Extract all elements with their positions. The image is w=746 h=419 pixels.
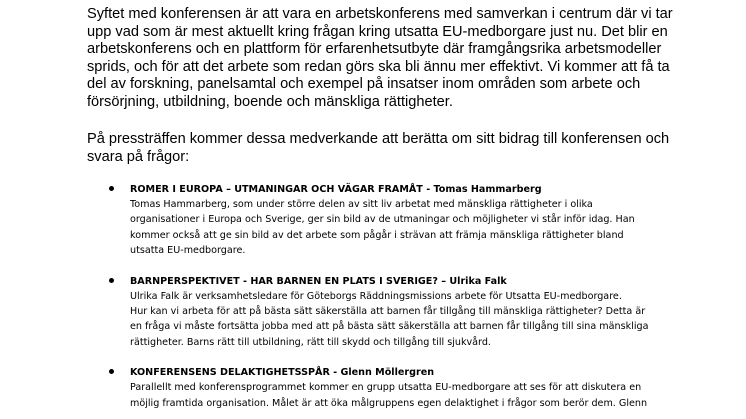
speaker-body bbox=[130, 197, 650, 259]
press-paragraph: På pressträffen kommer dessa medverkande att berätta om sitt bidrag till konferensen och svara på frågor: bbox=[87, 131, 670, 165]
speaker-title: ROMER I EUROPA – UTMANINGAR OCH VÄGAR FRAMÅT - Tomas Hammarberg bbox=[130, 184, 542, 195]
speaker-title: KONFERENSENS DELAKTIGHETSSPÅR - Glenn Möllergren bbox=[130, 367, 435, 379]
bullet-icon bbox=[109, 278, 114, 283]
speaker-body bbox=[130, 289, 650, 351]
speaker-body-text: Ulrika Falk är verksamhetsledare för Göteborgs Räddningsmissions arbete för Utsatta EU-medborgare. bbox=[130, 290, 622, 302]
bullet-icon bbox=[109, 369, 114, 374]
bullet-icon bbox=[109, 186, 114, 191]
speaker-list bbox=[0, 182, 746, 419]
speaker-title: BARNPERSPEKTIVET - HAR BARNEN EN PLATS I SVERIGE? – Ulrika Falk bbox=[130, 275, 507, 287]
speaker-body-text: Parallellt med konferensprogrammet kommer en grupp utsatta EU-medborgare att ses för att diskutera en möjlig framtida organisation. Målet är att öka målgruppens egen delaktighet i frågor som berör dem. Glenn bbox=[130, 382, 648, 409]
speaker-item-falk bbox=[0, 274, 650, 351]
speaker-item-hammarberg bbox=[0, 182, 650, 259]
speaker-body-text: Tomas Hammarberg, som under större delen av sitt liv arbetat med mänskliga rättigheter i olika organisationer i Europa och Sverige, ger sin bild av de utmaningar och möjligheter vi står inför idag. Han kommer också att ge sin bild av det arbete som pågår i strävan att främja mänskliga rättigheter bland utsatta EU-medborgare. bbox=[130, 199, 635, 257]
speaker-body bbox=[130, 380, 650, 411]
speaker-body-text: Hur kan vi arbeta för att på bästa sätt säkerställa att barnen får tillgång till mänskliga rättigheter? Detta är en fråga vi måste fortsätta jobba med att på bästa sätt säkerställa att barnen får tillgång till sina mänskliga rättigheter. Barns rätt till utbildning, rätt till skydd och tillgång till sjukvård. bbox=[130, 306, 649, 348]
intro-paragraph: Syftet med konferensen är att vara en arbetskonferens med samverkan i centrum där vi tar upp vad som är mest aktuellt kring frågan kring utsatta EU-medborgare just nu. Det blir en arbetskonferens och en plattform för erfarenhetsutbyte där framgångsrika arbetsmodeller sprids, och för att det arbete som redan görs ska bli ännu mer effektivt. Vi kommer att få ta del av forskning, panelsamtal och exempel på insatser inom områden som arbete och försörjning, utbildning, boende och mänskliga rättigheter. bbox=[87, 6, 673, 110]
speaker-item-mollergren bbox=[0, 365, 650, 411]
